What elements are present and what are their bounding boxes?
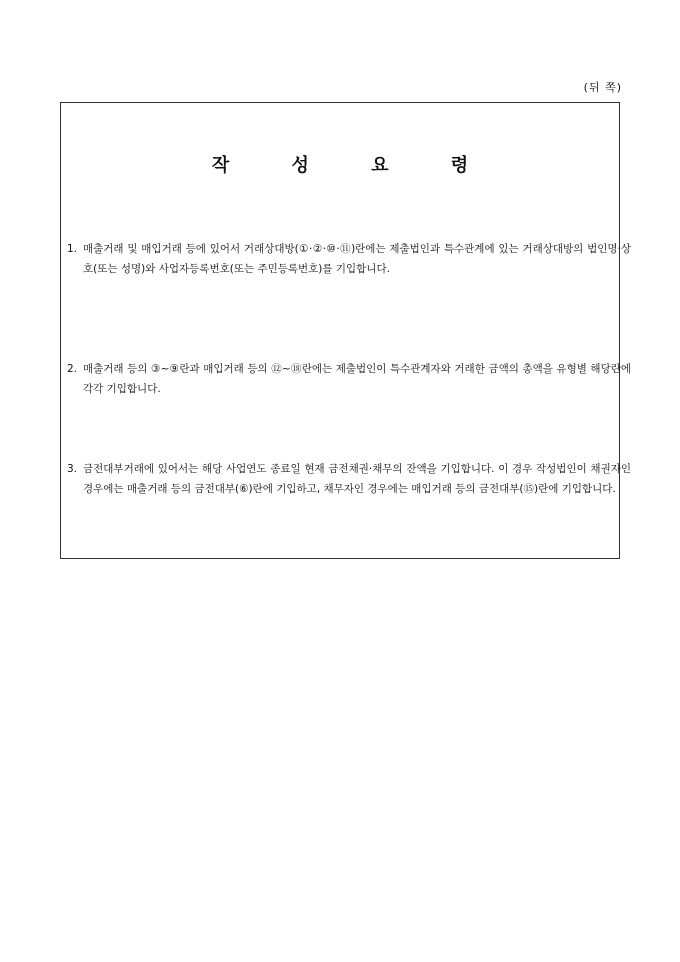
- item-text: 금전대부거래에 있어서는 해당 사업연도 종료일 현재 금전채권·채무의 잔액을 기입합니다. 이 경우 작성법인이 채권자인 경우에는 매출거래 등의 금전대부(⑥)란에 기입하고, 채무자인 경우에는 매입거래 등의 금전대부(⑮)란에 기입합니다.: [83, 463, 631, 495]
- item-number: 2.: [67, 363, 78, 375]
- item-number: 1.: [67, 243, 78, 255]
- form-title: 작 성 요 령: [211, 155, 497, 176]
- instruction-item: [67, 459, 631, 499]
- instruction-item: [67, 239, 631, 279]
- item-text: 매출거래 등의 ③~⑨란과 매입거래 등의 ⑫~⑱란에는 제출법인이 특수관계자와 거래한 금액의 총액을 유형별 해당란에 각각 기입합니다.: [83, 363, 631, 395]
- page-side-label: (뒤 쪽): [583, 81, 622, 94]
- item-text: 매출거래 및 매입거래 등에 있어서 거래상대방(①·②·⑩·⑪)란에는 제출법인과 특수관계에 있는 거래상대방의 법인명·상호(또는 성명)와 사업자등록번호(또는 주민등록번호)를 기입합니다.: [83, 243, 631, 275]
- item-number: 3.: [67, 463, 78, 475]
- instructions-box: [60, 102, 631, 559]
- instruction-item: [67, 359, 631, 399]
